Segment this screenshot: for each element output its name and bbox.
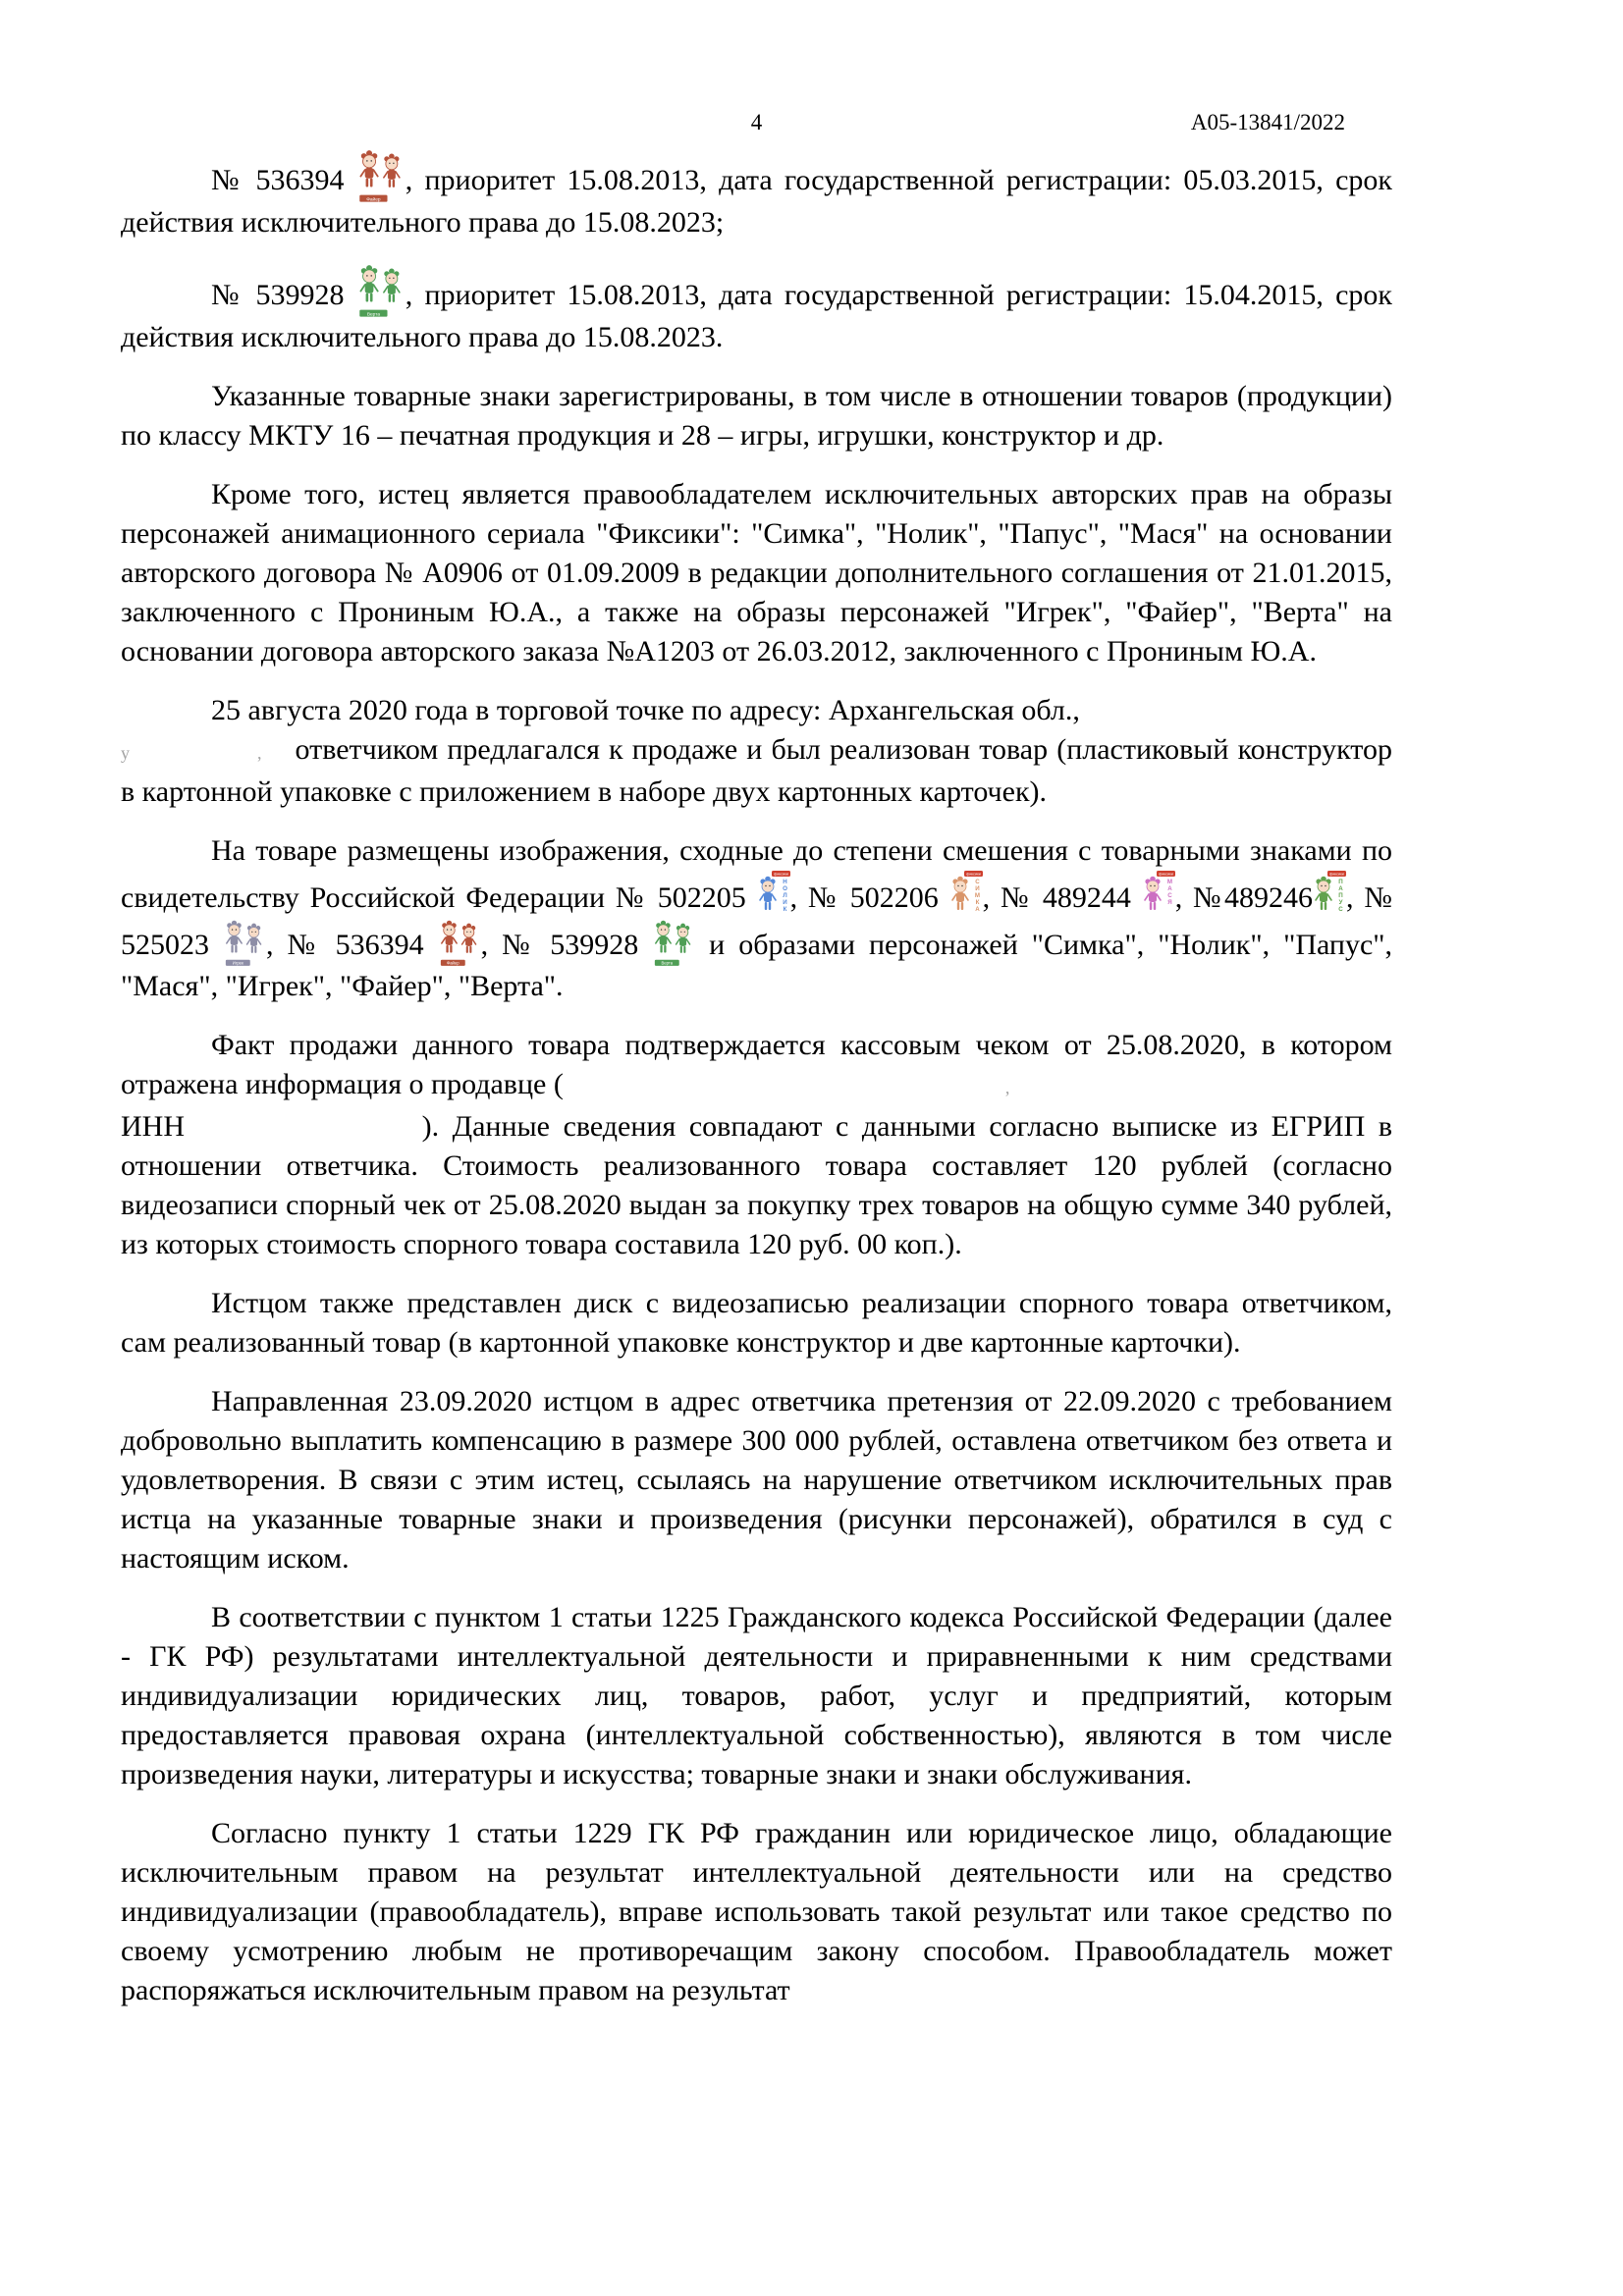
svg-text:Верта: Верта — [366, 312, 380, 318]
svg-text:К: К — [783, 906, 786, 913]
svg-text:Я: Я — [1166, 899, 1172, 906]
svg-text:У: У — [1338, 899, 1343, 906]
svg-text:И: И — [782, 899, 787, 906]
paragraph-tm-536394: № 536394 Файер , приоритет 15.08.2013, дата государственной регистрации: 05.03.2015, срок действия исключительного права до 15.08.2023; — [121, 147, 1392, 242]
trademark-image-539928 — [652, 918, 695, 967]
svg-text:П: П — [1338, 879, 1343, 885]
svg-text:фиксики: фиксики — [1329, 872, 1344, 877]
redacted-blank — [564, 1093, 1005, 1094]
paragraph-gk-1229: Согласно пункту 1 статьи 1229 ГК РФ гражданин или юридическое лицо, обладающие исключительным правом на результат интеллектуальной деятельности или на средство индивидуализации (правообладатель), вправе использовать такой результат или такое средство по своему усмотрению любым не противоречащим закону способом. Правообладатель может распоряжаться исключительным правом на результат — [121, 1817, 1392, 2006]
svg-text:фиксики: фиксики — [965, 872, 981, 877]
svg-text:С: С — [1166, 892, 1172, 899]
trademark-image-536394 — [356, 147, 406, 203]
svg-text:К: К — [975, 899, 980, 906]
svg-text:М: М — [974, 892, 980, 899]
paragraph-gk-1225: В соответствии с пунктом 1 статьи 1225 Гражданского кодекса Российской Федерации (далее - ГК РФ) результатами интеллектуальной деятельности и приравненными к ним средствами индивидуализации юридических лиц, товаров, работ, услуг и предприятий, которым предоставляется правовая охрана (интеллектуальной собственностью), являются в том числе произведения науки, литературы и искусства; товарные знаки и знаки обслуживания. — [121, 1601, 1392, 1790]
trademark-image-489244 — [1142, 871, 1175, 916]
svg-text:С: С — [974, 879, 980, 885]
svg-text:А: А — [1338, 885, 1343, 892]
document-body — [121, 147, 1392, 2030]
svg-text:П: П — [1338, 892, 1343, 899]
paragraph-sale-proof: Факт продажи данного товара подтверждается кассовым чеком от 25.08.2020, в котором отражена информация о продавце ( , ИНН ). Данные сведения совпадают с данными согласно выписке из ЕГРИП в отношении ответчика. Стоимость реализованного товара составляет 120 рублей (согласно видеозаписи спорный чек от 25.08.2020 выдан за покупку трех товаров на общую сумме 340 рублей, из которых стоимость спорного товара составила 120 руб. 00 коп.). — [121, 1029, 1393, 1260]
svg-text:фиксики: фиксики — [773, 872, 788, 877]
paragraph-images-on-goods: На товаре размещены изображения, сходные до степени смешения с товарными знаками по свидетельству Российской Федерации № 502205 фиксики Н О Л И К , № 502206 фиксики С И М К А , № 489244 фиксики М А С Я , №489246 фиксики П А П У С , № 525023 Игрек , № 536394 Файер , № 539928 Верта и образами персонажей "Симка", "Нолик", "Папус", "Мася", "Игрек", "Файер", "Верта". — [121, 834, 1393, 1002]
paragraph-tm-539928: № 539928 Верта , приоритет 15.08.2013, дата государственной регистрации: 15.04.2015, срок действия исключительного права до 15.08.2023. — [121, 262, 1392, 357]
paragraph-author-rights: Кроме того, истец является правообладателем исключительных авторских прав на образы персонажей анимационного сериала "Фиксики": "Симка", "Нолик", "Папус", "Мася" на основании авторского договора № А0906 от 01.09.2009 в редакции дополнительного соглашения от 21.01.2015, заключенного с Прониным Ю.А., а также на образы персонажей "Игрек", "Файер", "Верта" на основании договора авторского заказа №А1203 от 26.03.2012, заключенного с Прониным Ю.А. — [121, 478, 1392, 667]
svg-text:Игрек: Игрек — [232, 960, 243, 966]
svg-text:О: О — [782, 885, 787, 892]
svg-text:М: М — [1166, 879, 1172, 885]
paragraph-disc-evidence: Истцом также представлен диск с видеозаписью реализации спорного товара ответчиком, сам реализованный товар (в картонной упаковке конструктор и две картонные карточки). — [121, 1287, 1392, 1359]
svg-text:Л: Л — [782, 892, 787, 899]
svg-text:Н: Н — [782, 879, 787, 885]
svg-text:Файер: Файер — [446, 960, 460, 966]
svg-text:фиксики: фиксики — [1158, 872, 1173, 877]
page-number: 4 — [750, 110, 763, 134]
redaction-fragment: у — [121, 743, 130, 763]
redacted-blank — [130, 758, 257, 759]
svg-text:Файер: Файер — [366, 197, 381, 203]
paragraph-sale-event: 25 августа 2020 года в торговой точке по адресу: Архангельская обл., у , ответчиком предлагался к продаже и был реализован товар (пластиковый конструктор в картонной упаковке с приложением в наборе двух картонных карточек). — [121, 694, 1392, 808]
page-header — [121, 110, 1392, 139]
svg-text:А: А — [974, 906, 980, 913]
trademark-image-536394 — [438, 918, 481, 967]
redaction-fragment: , — [257, 743, 262, 763]
trademark-image-502205 — [757, 871, 790, 916]
trademark-image-525023 — [223, 918, 266, 967]
svg-text:А: А — [1166, 885, 1172, 892]
trademark-image-539928 — [356, 262, 406, 318]
trademark-image-489246 — [1313, 871, 1346, 916]
paragraph-claim-letter: Направленная 23.09.2020 истцом в адрес ответчика претензия от 22.09.2020 с требованием добровольно выплатить компенсацию в размере 300 000 рублей, оставлена ответчиком без ответа и удовлетворения. В связи с этим истец, ссылаясь на нарушение ответчиком исключительных прав истца на указанные товарные знаки и произведения (рисунки персонажей), обратился в суд с настоящим иском. — [121, 1385, 1392, 1575]
redaction-fragment: , — [1004, 1078, 1010, 1097]
redacted-blank — [198, 1135, 422, 1136]
trademark-image-502206 — [949, 871, 983, 916]
case-number: А05-13841/2022 — [1190, 110, 1345, 134]
svg-text:Верта: Верта — [661, 960, 674, 966]
svg-text:И: И — [974, 885, 980, 892]
svg-text:С: С — [1338, 906, 1343, 913]
paragraph-mktu-classes: Указанные товарные знаки зарегистрированы, в том числе в отношении товаров (продукции) по классу МКТУ 16 – печатная продукция и 28 – игры, игрушки, конструктор и др. — [121, 380, 1392, 452]
redacted-blank — [262, 758, 296, 759]
